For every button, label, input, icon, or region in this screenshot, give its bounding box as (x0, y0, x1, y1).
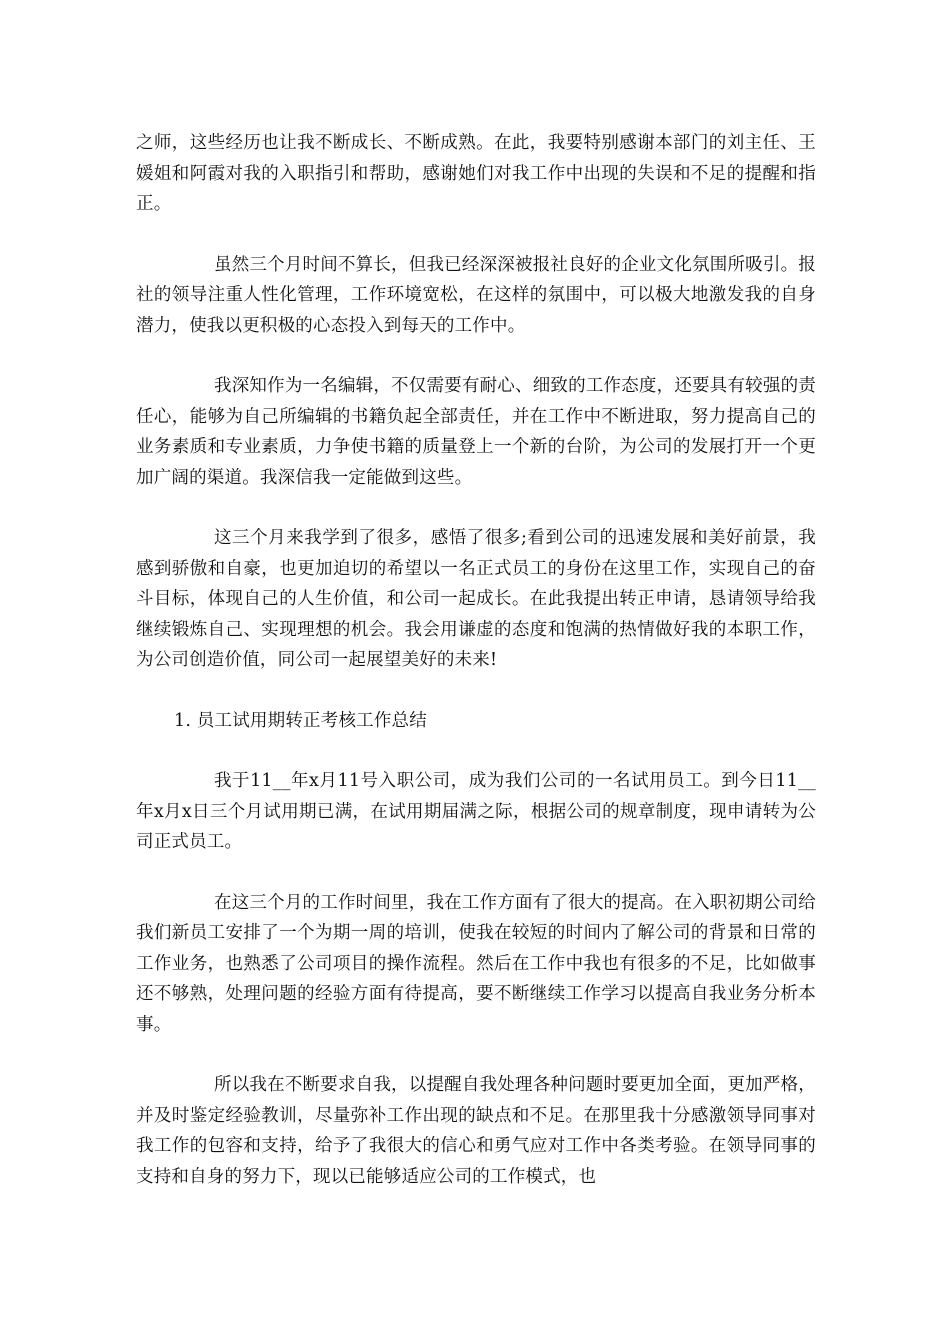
paragraph-5: 我于11__年x月11号入职公司，成为我们公司的一名试用员工。到今日11__年x月x日三个月试用期已满，在试用期届满之际，根据公司的规章制度，现申请转为公司正式员工。 (136, 771, 816, 852)
paragraph-2: 虽然三个月时间不算长，但我已经深深被报社良好的企业文化氛围所吸引。报社的领导注重人性化管理，工作环境宽松，在这样的氛围中，可以极大地激发我的自身潜力，使我以更积极的心态投入到每天的工作中。 (136, 254, 816, 336)
paragraph-4: 这三个月来我学到了很多，感悟了很多;看到公司的迅速发展和美好前景，我感到骄傲和自豪，也更加迫切的希望以一名正式员工的身份在这里工作，实现自己的奋斗目标，体现自己的人生价值，和公司一起成长。在此我提出转正申请，恳请领导给我继续锻炼自己、实现理想的机会。我会用谦虚的态度和饱满的热情做好我的本职工作，为公司创造价值，同公司一起展望美好的未来! (136, 528, 816, 670)
paragraph-7: 所以我在不断要求自我，以提醒自我处理各种问题时要更加全面，更加严格，并及时鉴定经验教训，尽量弥补工作出现的缺点和不足。在那里我十分感激领导同事对我工作的包容和支持，给予了我很大的信心和勇气应对工作中各类考验。在领导同事的支持和自身的努力下，现以已能够适应公司的工作模式，也 (136, 1075, 816, 1187)
paragraph-6: 在这三个月的工作时间里，我在工作方面有了很大的提高。在入职初期公司给我们新员工安排了一个为期一周的培训，使我在较短的时间内了解公司的背景和日常的工作业务，也熟悉了公司项目的操作流程。然后在工作中我也有很多的不足，比如做事还不够熟，处理问题的经验方面有待提高，要不断继续工作学习以提高自我业务分析本事。 (136, 892, 816, 1035)
paragraph-1: 之师，这些经历也让我不断成长、不断成熟。在此，我要特别感谢本部门的刘主任、王媛姐和阿霞对我的入职指引和帮助，感谢她们对我工作中出现的失误和不足的提醒和指正。 (136, 133, 816, 214)
document-page (136, 128, 816, 1192)
section-heading: 1. 员工试用期转正考核工作总结 (174, 710, 427, 731)
paragraph-3: 我深知作为一名编辑，不仅需要有耐心、细致的工作态度，还要具有较强的责任心，能够为自己所编辑的书籍负起全部责任，并在工作中不断进取，努力提高自己的业务素质和专业素质，力争使书籍的质量登上一个新的台阶，为公司的发展打开一个更加广阔的渠道。我深信我一定能做到这些。 (136, 376, 816, 488)
